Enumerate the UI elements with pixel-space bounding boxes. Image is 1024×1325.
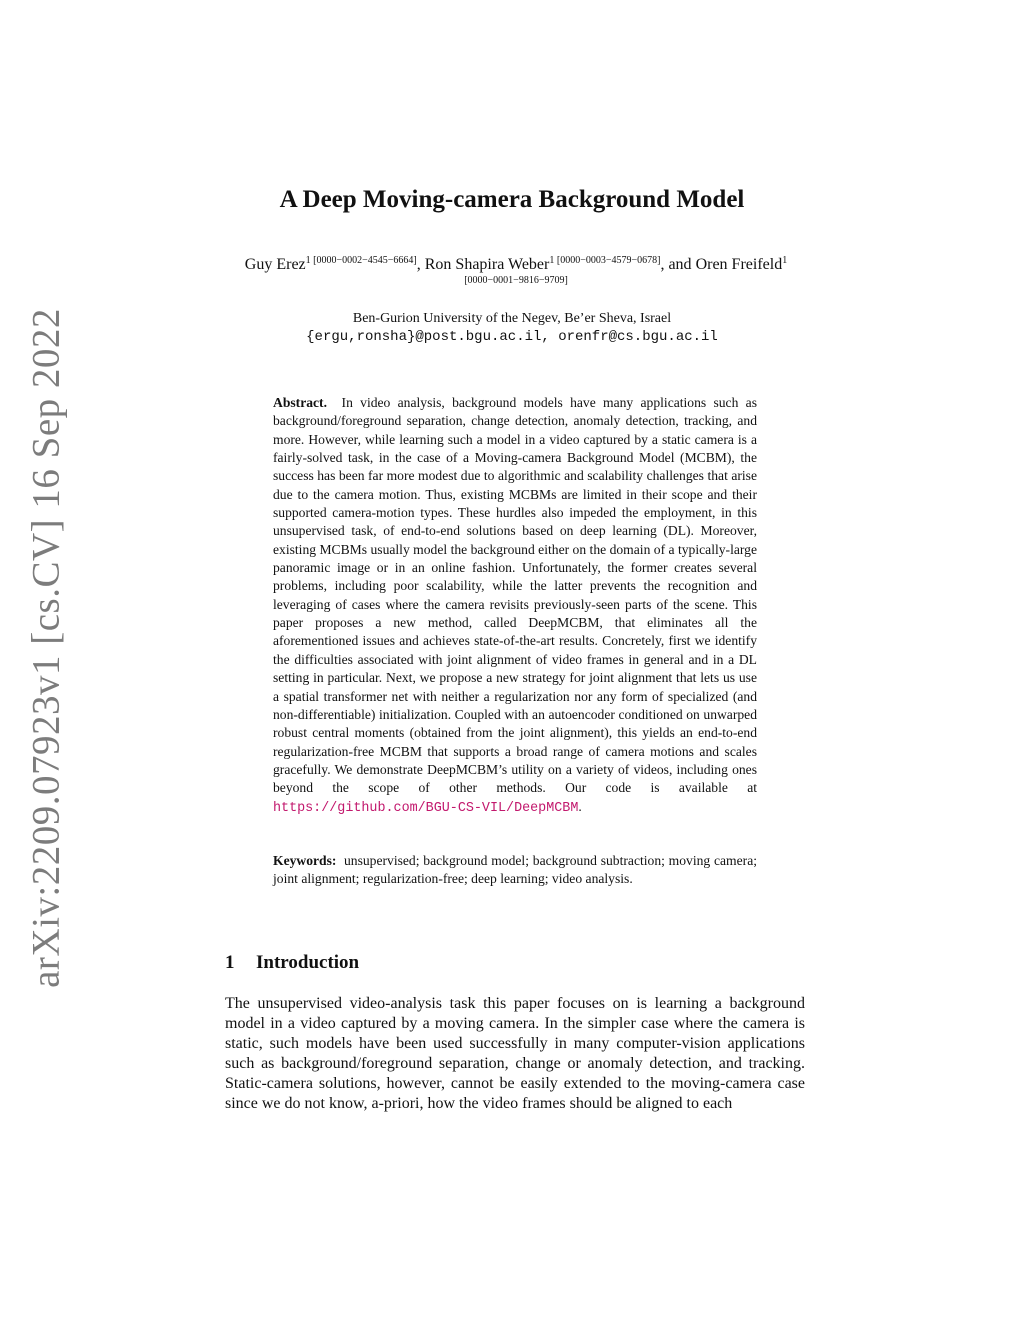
author-name: Ron Shapira Weber [424,256,550,273]
keywords-text: unsupervised; background model; background subtraction; moving camera; joint alignment; regularization-free; deep learning; video analysis. [273,853,757,887]
email-addresses: {ergu,ronsha}@post.bgu.ac.il, orenfr@cs.bgu.ac.il [306,329,718,345]
author-orcid: 1 [0000−0001−9816−9709] [464,255,788,286]
affiliation: Ben-Gurion University of the Negev, Be’er Sheva, Israel [352,311,672,326]
arxiv-identifier: arXiv:2209.07923v1 [cs.CV] 16 Sep 2022 [24,308,68,988]
introduction-paragraph: The unsupervised video-analysis task this paper focuses on is learning a background model in a video captured by a moving camera. In the simpler case where the camera is static, such models have been used successfully in many computer-vision applications such as background/foreground separation, change or anomaly detection, and tracking. Static-camera solutions, however, cannot be easily extended to the moving-camera case since we do not know, a-priori, how the video frames should be aligned to each [225,995,805,1112]
keywords-label: Keywords: [273,853,337,868]
section-title: Introduction [256,952,360,973]
paper-title: A Deep Moving-camera Background Model [279,186,745,213]
author-list [222,255,810,295]
author-orcid: 1 [0000−0003−4579−0678] [549,255,661,266]
author-separator: , [416,256,425,273]
code-link[interactable]: https://github.com/BGU-CS-VIL/DeepMCBM [273,800,579,816]
keywords [273,852,757,889]
section-heading [225,952,359,974]
abstract [273,394,757,818]
section-number: 1 [225,952,235,973]
abstract-text: In video analysis, background models have many applications such as background/foreground separation, change detection, anomaly detection, tracking, and more. However, while learning such a model in a video captured by a static camera is a fairly-solved task, in the case of a Moving-camera Background Model (MCBM), the success has been far more modest due to algorithmic and scalability challenges that arise due to the camera motion. Thus, existing MCBMs are limited in their scope and their supported camera-motion types. These hurdles also impeded the employment, in this unsupervised task, of end-to-end solutions based on deep learning (DL). Moreover, existing MCBMs usually model the background either on the domain of a typically-large panoramic image or in an online fashion. Unfortunately, the former creates several problems, including poor scalability, while the latter prevents the recognition and leveraging of cases where the camera revisits previously-seen parts of the scene. This paper proposes a new method, called DeepMCBM, that eliminates all the aforementioned issues and achieves state-of-the-art results. Concretely, first we identify the difficulties associated with joint alignment of video frames in general and in a DL setting in particular. Next, we propose a new strategy for joint alignment that lets us use a spatial transformer net with neither a regularization nor any form of specialized (and non-differentiable) initialization. Coupled with an autoencoder conditioned on unwarped robust central moments (obtained from the joint alignment), this yields an end-to-end regularization-free MCBM that supports a broad range of camera motions and scales gracefully. We demonstrate DeepMCBM’s utility on a variety of videos, including ones beyond the scope of other methods. Our code is available at [273,395,757,796]
author-separator: , and [660,256,696,273]
author-orcid: 1 [0000−0002−4545−6664] [305,255,417,266]
author-name: Oren Freifeld [695,256,783,273]
abstract-end: . [578,798,582,814]
author-emails [0,328,1024,346]
author-name: Guy Erez [244,256,306,273]
abstract-label: Abstract. [273,395,327,410]
